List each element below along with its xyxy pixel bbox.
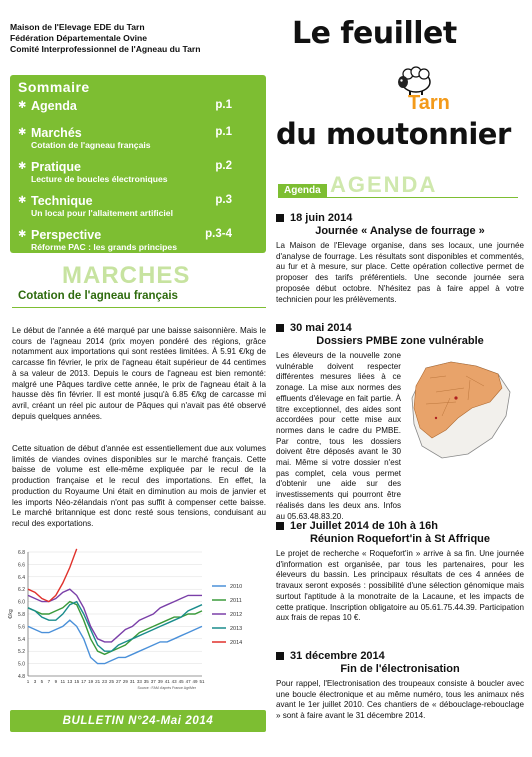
logo-title-line2: du moutonnier <box>276 117 511 151</box>
series-line-2011 <box>28 602 202 655</box>
y-tick-label: 5.6 <box>18 624 25 631</box>
sommaire-item-label: Perspective <box>31 228 102 242</box>
marches-paragraph-2: Cette situation de début d'année est essentiellement due aux volumes limités de viandes ovines disponibles sur le marché français. Cette baisse de volume est elle-même expliquée par le recul de la production française et le recul des importations. En effet, la production du Royaume Uni était en diminution au mois de janvier et les imports Néo-zélandais n'ont pas suffit à compenser cette baisse. Le marché britannique est donc resté sous tensions, conduisant au recul des exportations. <box>12 444 266 528</box>
logo-tarn: Tarn <box>408 92 450 114</box>
marches-ghost-heading: MARCHES <box>62 262 191 289</box>
x-tick-label: 9 <box>54 679 58 684</box>
agenda-ghost-heading: AGENDA <box>330 172 438 197</box>
x-tick-label: 19 <box>88 679 94 684</box>
x-tick-label: 35 <box>143 679 149 684</box>
sommaire-item-label: Technique <box>31 194 93 208</box>
sommaire-item-technique[interactable] <box>18 194 258 228</box>
legend-label: 2013 <box>230 626 243 632</box>
event-title: Dossiers PMBE zone vulnérable <box>316 335 484 347</box>
organisation-header <box>10 22 268 55</box>
star-icon: ✱ <box>18 127 27 138</box>
x-tick-label: 41 <box>164 679 170 684</box>
logo-title-line1: Le feuillet <box>292 16 457 51</box>
tarn-map-icon <box>406 358 520 466</box>
x-tick-label: 3 <box>33 679 37 684</box>
event-date: 1er Juillet 2014 de 10h à 16h <box>276 520 524 532</box>
divider <box>278 197 518 198</box>
sommaire-item-perspective[interactable] <box>18 228 258 262</box>
x-tick-label: 51 <box>199 679 205 684</box>
event-text: Pour rappel, l'Electronisation des troupeaux consiste à boucler avec une boucle électronique et au même numéro, tous les animaux nés avant le 1er juillet 2010. Ces chantiers de « débouclage-rebouclage » sont à faire avant le 31 décembre 2014. <box>276 679 524 721</box>
event-date: 30 mai 2014 <box>276 322 524 334</box>
sheep-icon <box>394 62 434 96</box>
agenda-event <box>276 520 524 624</box>
legend-label: 2011 <box>230 598 242 604</box>
sommaire-item-sub: Un local pour l'allaitement artificiel <box>31 208 173 218</box>
sommaire-item-sub: Lecture de boucles électroniques <box>31 174 168 184</box>
x-tick-label: 47 <box>185 679 191 684</box>
event-title: Fin de l'électronisation <box>340 663 460 675</box>
x-tick-label: 5 <box>40 679 44 684</box>
x-tick-label: 49 <box>192 679 198 684</box>
org-line-1: Maison de l'Elevage EDE du Tarn <box>10 22 145 32</box>
sommaire-item-page: p.2 <box>215 160 232 172</box>
star-icon: ✱ <box>18 100 27 111</box>
y-tick-label: 5.4 <box>18 636 25 643</box>
legend-label: 2012 <box>230 612 243 618</box>
y-tick-label: 6.6 <box>18 562 25 569</box>
event-date: 18 juin 2014 <box>276 212 524 224</box>
agenda-event <box>276 212 524 305</box>
x-tick-label: 11 <box>60 679 66 684</box>
x-tick-label: 25 <box>109 679 115 684</box>
sommaire-box <box>10 75 266 253</box>
event-text: Les éleveurs de la nouvelle zone vulnérable doivent respecter différentes mesures liées à ce zonage. La mise aux normes des effluents d'élevage en fait partie. À titre exceptionnel, des aides sont accordées pour cette mise aux normes dans le cadre du PMBE. Par contre, tous les dossiers doivent être déposés avant le 30 mai. Même si votre dossier n'est pas complet, cela vous permet d'obtenir une aide sur des investissements qui pourront être réalisés dans les deux ans. Infos au 05.63.48.83.20. <box>276 351 401 521</box>
star-icon: ✱ <box>18 229 27 240</box>
series-line-2014 <box>28 549 77 602</box>
x-tick-label: 33 <box>136 679 142 684</box>
x-tick-label: 27 <box>115 679 121 684</box>
price-chart-svg <box>6 546 262 696</box>
sommaire-item-page: p.1 <box>215 99 232 111</box>
legend-label: 2010 <box>230 584 243 590</box>
divider <box>12 307 266 308</box>
sommaire-item-label: Pratique <box>31 160 82 174</box>
y-tick-label: 5.2 <box>18 649 25 656</box>
sommaire-item-marches[interactable] <box>18 126 258 160</box>
event-text: Le projet de recherche « Roquefort'in » arrive à sa fin. Une journée d'information est organisée, par tous les partenaires, pour les éleveurs du bassin. Les principaux résultats de ces 4 années de travaux seront exposés : possibilité d'une sélection génomique mais surtout l'aptitude à la monotraite de la Lacaune, et les impacts de cette pratique. Inscription obligatoire au 05.61.75.44.39. Participation aux frais de repas 10 €. <box>276 549 524 623</box>
sommaire-item-sub: Cotation de l'agneau français <box>31 140 151 150</box>
legend-label: 2014 <box>230 640 243 646</box>
x-tick-label: 23 <box>102 679 108 684</box>
event-title: Journée « Analyse de fourrage » <box>315 225 485 237</box>
agenda-section-label: Agenda <box>278 184 327 197</box>
x-tick-label: 39 <box>157 679 163 684</box>
sommaire-item-page: p.3-4 <box>205 228 232 240</box>
sommaire-item-pratique[interactable] <box>18 160 258 194</box>
sommaire-item-agenda[interactable] <box>18 99 258 126</box>
series-line-2010 <box>28 620 202 663</box>
sommaire-item-label: Agenda <box>31 99 77 113</box>
org-line-3: Comité Interprofessionnel de l'Agneau du Tarn <box>10 44 201 54</box>
event-text: La Maison de l'Elevage organise, dans ses locaux, une journée d'analyse de fourrage. Les résultats sont disponibles et commentés, au fur et à mesure, sur place. Cette opération collective permet de proposer des tarifs préférentiels. Une seconde journée sera proposée début octobre. N'hésitez pas à faire appel à votre technicien pour les prélèvements. <box>276 241 524 304</box>
event-title: Réunion Roquefort'in à St Affrique <box>309 533 491 545</box>
x-tick-label: 7 <box>47 679 51 684</box>
event-text-part <box>276 351 401 522</box>
x-tick-label: 21 <box>95 679 101 684</box>
cotation-subtitle: Cotation de l'agneau français <box>18 290 178 302</box>
x-tick-label: 31 <box>129 679 135 684</box>
sommaire-item-page: p.1 <box>215 126 232 138</box>
chart-source: Source : FAM d'après France AgriMer <box>137 686 196 690</box>
sommaire-item-page: p.3 <box>215 194 232 206</box>
x-tick-label: 43 <box>171 679 177 684</box>
y-axis-label: €/kg <box>8 609 14 619</box>
marches-paragraph-1: Le début de l'année a été marqué par une baisse saisonnière. Mais le cours de l'agneau 2014 (prix moyen pondéré des régions, grâce notamment aux importations qui sont restées limitées. À 5.91 €/kg de carcasse fin février, le prix de l'agneau était supérieur de 44 centimes à sa valeur de 2013. Depuis le cours de l'agneau est bien remonté: malgré une Pâques tardive cette année, le prix de l'agneau était à la hausse dès fin février. Il est monté jusqu'à 6.85 €/kg de carcasse mi avril, créant un réel pic autour de Pâques qui n'avait pas été observé depuis quelques années. <box>12 326 266 421</box>
x-tick-label: 13 <box>67 679 73 684</box>
org-line-2: Fédération Départementale Ovine <box>10 33 148 43</box>
x-tick-label: 37 <box>150 679 156 684</box>
star-icon: ✱ <box>18 195 27 206</box>
y-tick-label: 6.8 <box>18 550 25 556</box>
sommaire-title: Sommaire <box>18 79 90 95</box>
y-tick-label: 4.8 <box>18 674 25 680</box>
bulletin-footer: BULLETIN N°24-Mai 2014 <box>10 710 266 732</box>
price-chart <box>6 546 262 696</box>
x-tick-label: 1 <box>26 679 30 684</box>
x-tick-label: 29 <box>122 679 128 684</box>
y-tick-label: 6.2 <box>18 587 25 594</box>
x-tick-label: 45 <box>178 679 184 684</box>
agenda-event <box>276 650 524 722</box>
y-tick-label: 6.0 <box>18 599 25 606</box>
x-tick-label: 17 <box>81 679 87 684</box>
y-tick-label: 6.4 <box>18 574 25 581</box>
event-date: 31 décembre 2014 <box>276 650 524 662</box>
x-tick-label: 15 <box>74 679 80 684</box>
sommaire-item-sub: Réforme PAC : les grands principes <box>31 242 177 252</box>
y-tick-label: 5.0 <box>18 661 25 668</box>
star-icon: ✱ <box>18 161 27 172</box>
y-tick-label: 5.8 <box>18 612 25 618</box>
sommaire-item-label: Marchés <box>31 126 82 140</box>
